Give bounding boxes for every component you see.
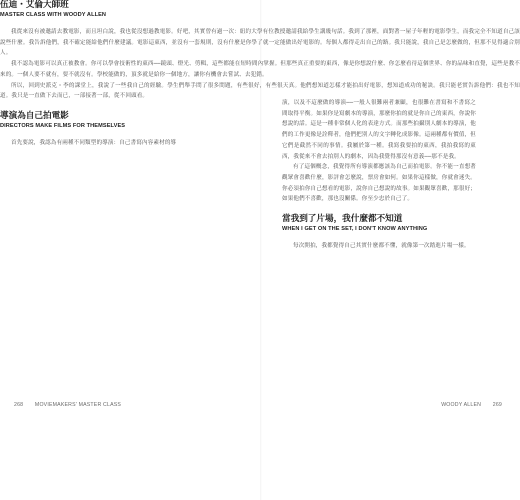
page-number: 269 [492, 402, 502, 408]
running-title: WOODY ALLEN [441, 402, 482, 408]
section-heading-english: DIRECTORS MAKE FILMS FOR THEMSELVES [0, 122, 126, 129]
section-heading-chinese: 伍迪・艾倫大師班 [0, 0, 69, 10]
body-paragraph: 每次開拍，我都覺得自己其實什麼都不懂，就像第一次踏進片場一樣。 [293, 243, 470, 250]
section-heading-english: MASTER CLASS WITH WOODY ALLEN [0, 12, 107, 18]
section-heading-english: WHEN I GET ON THE SET, I DON'T KNOW ANYTHING [282, 226, 428, 233]
running-title: MOVIEMAKERS' MASTER CLASS [34, 402, 122, 408]
left-page-footer [14, 402, 121, 408]
body-paragraph: 所以，回到史派克・李的課堂上，我說了一些我自己的經驗。學生們舉手問了很多問題，有些很好，有些很天真。他們想知道怎樣才能拍出好電影，想知道成功的秘訣。我只能老實告訴他們：我也不知道。我只是一直做下去而已，一部接著一部，從不回頭看。 [0, 82, 520, 100]
section-heading-chinese: 當我到了片場，我什麼都不知道 [282, 214, 403, 225]
body-paragraph: 演，以及不這麼做的導演──一般人很難兩者兼顧，也很難在書寫和不書寫之間取得平衡。如果你是寫劇本的導演，那麼你拍的就是你自己的東西，你說你想說的話。這是一種非常個人化的表達方式。而那些拍攝別人劇本的導演，他們的工作更像是詮釋者，他們把別人的文字轉化成影像。這兩種都有價值，但它們是截然不同的事情。我屬於第一種。我寫我要拍的東西，我拍我寫的東西，我從來不會去拍別人的劇本，因為我覺得那沒有意義──那不是我。 [282, 100, 476, 160]
section-heading-chinese: 導演為自己拍電影 [0, 110, 69, 121]
page-number: 268 [14, 402, 24, 408]
right-page-text-column [282, 98, 476, 252]
body-paragraph: 我不認為電影可以真正被教會。你可以學會技術性的東西──鏡頭、燈光、剪輯，這些都能在短時間內掌握。但那些真正重要的東西，像是你想說什麼、你怎麼看待這個世界、你的品味和直覺，這些是教不來的。一個人要不就有，要不就沒有。學校能做的，頂多就是給你一個地方，讓你有機會去嘗試、去犯錯。 [0, 61, 520, 78]
section-spacer [282, 205, 476, 214]
body-paragraph: 首先要說，我認為有兩種不同類型的導演：自己書寫內容素材的導 [11, 139, 177, 146]
body-paragraph: 有了這個概念，我覺得所有導演都應該為自己而拍電影。你不能一直想著觀眾會喜歡什麼，影評會怎麼說，票房會如何。如果你這樣做，你就會迷失。你必須拍你自己想看的電影，說你自己想說的故事。如果觀眾喜歡，那很好；如果他們不喜歡，那也沒關係。你至少忠於自己了。 [282, 164, 476, 203]
right-page-footer [441, 402, 502, 408]
body-paragraph: 我從來沒有被邀請去教電影，而且坦白說，我也從沒想過教電影。好吧，其實曾有過一次：紐約大學有位教授邀請我給學生講幾句話。我到了那裡，面對著一屋子年輕的電影學生，而我完全不知道自己該說些什麼。我告訴他們，我不確定能給他們什麼建議。電影這東西，並沒有一套規則，沒有什麼是你學了就一定能做出好電影的。每個人都得走出自己的路。我只能說，我自己是怎麼做的，但那不見得適合別人。 [0, 29, 520, 57]
